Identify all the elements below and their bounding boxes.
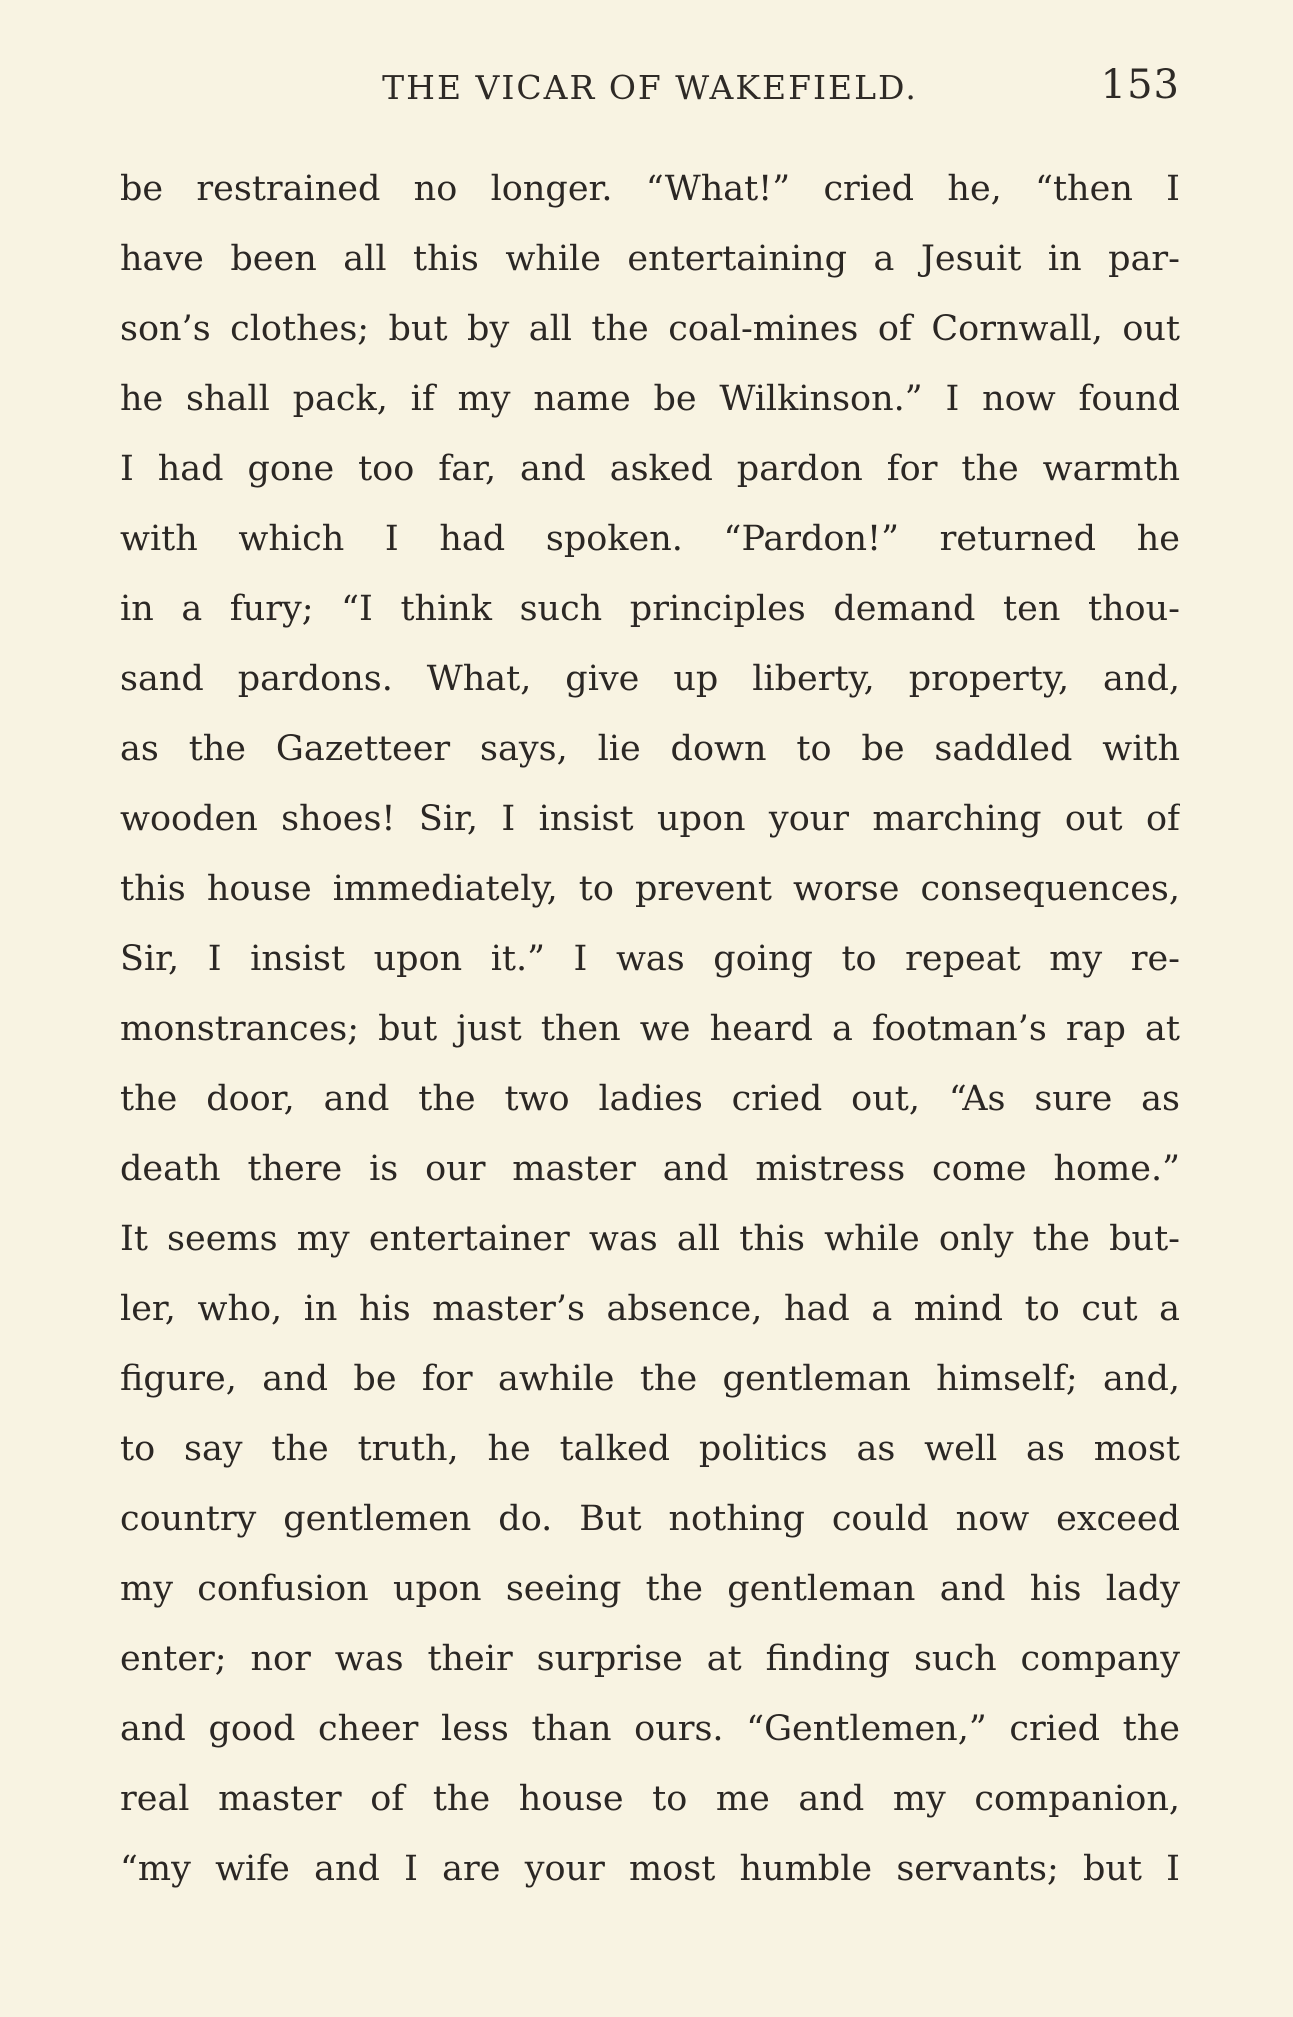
text-line: my confusion upon seeing the gentleman and his lady bbox=[120, 1569, 1180, 1609]
text-line: ler, who, in his master’s absence, had a mind to cut a bbox=[120, 1289, 1180, 1329]
text-line: the door, and the two ladies cried out, “As sure as bbox=[120, 1079, 1180, 1119]
page-number: 153 bbox=[1100, 62, 1180, 108]
text-line: I had gone too far, and asked pardon for the warmth bbox=[120, 449, 1180, 489]
text-line: with which I had spoken. “Pardon!” returned he bbox=[120, 519, 1180, 559]
running-title: THE VICAR OF WAKEFIELD. bbox=[382, 68, 918, 107]
running-head bbox=[120, 62, 1180, 118]
text-line: death there is our master and mistress come home.” bbox=[120, 1149, 1180, 1189]
text-line: be restrained no longer. “What!” cried he, “then I bbox=[120, 169, 1180, 209]
text-line: sand pardons. What, give up liberty, property, and, bbox=[120, 659, 1180, 699]
text-line: in a fury; “I think such principles demand ten thou- bbox=[120, 589, 1180, 629]
text-line: he shall pack, if my name be Wilkinson.” I now found bbox=[120, 379, 1180, 419]
text-line: figure, and be for awhile the gentleman himself; and, bbox=[120, 1359, 1180, 1399]
text-line: as the Gazetteer says, lie down to be saddled with bbox=[120, 729, 1180, 769]
text-line: country gentlemen do. But nothing could now exceed bbox=[120, 1499, 1180, 1539]
text-line: and good cheer less than ours. “Gentlemen,” cried the bbox=[120, 1709, 1180, 1749]
text-line: wooden shoes! Sir, I insist upon your marching out of bbox=[120, 799, 1180, 839]
text-line: monstrances; but just then we heard a footman’s rap at bbox=[120, 1009, 1180, 1049]
text-line: son’s clothes; but by all the coal-mines of Cornwall, out bbox=[120, 309, 1180, 349]
text-line: Sir, I insist upon it.” I was going to repeat my re- bbox=[120, 939, 1180, 979]
text-line: this house immediately, to prevent worse consequences, bbox=[120, 869, 1180, 909]
body-text bbox=[120, 154, 1180, 1904]
text-line: real master of the house to me and my companion, bbox=[120, 1779, 1180, 1819]
text-line: enter; nor was their surprise at finding such company bbox=[120, 1639, 1180, 1679]
text-line: have been all this while entertaining a Jesuit in par- bbox=[120, 239, 1180, 279]
text-line: “my wife and I are your most humble servants; but I bbox=[120, 1849, 1180, 1889]
text-line: It seems my entertainer was all this while only the but- bbox=[120, 1219, 1180, 1259]
text-line: to say the truth, he talked politics as well as most bbox=[120, 1429, 1180, 1469]
